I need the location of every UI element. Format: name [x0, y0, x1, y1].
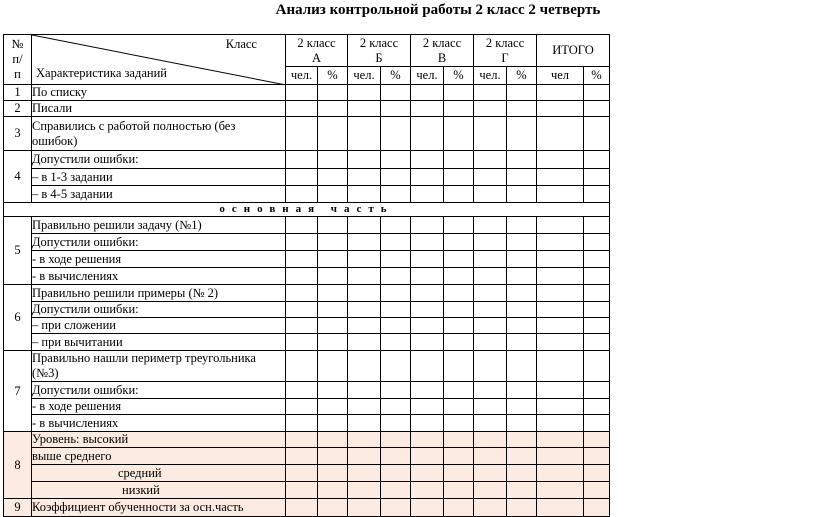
value-cell — [411, 217, 444, 234]
value-cell — [348, 382, 381, 399]
value-cell — [381, 251, 411, 268]
value-cell — [584, 448, 610, 465]
class-line1: ИТОГО — [552, 43, 594, 57]
value-cell — [474, 285, 507, 302]
row-label: Допустили ошибки: — [32, 151, 286, 169]
value-cell — [348, 151, 381, 169]
class-line2: В — [437, 50, 447, 65]
value-cell — [584, 117, 610, 151]
row-label: – при сложении — [32, 318, 286, 334]
value-cell — [537, 217, 584, 234]
value-cell — [381, 318, 411, 334]
value-cell — [444, 268, 474, 285]
row-label: Допустили ошибки: — [32, 382, 286, 399]
value-cell — [411, 85, 444, 101]
header-num-line: № — [11, 37, 24, 51]
value-cell — [411, 334, 444, 351]
header-num-line: п/ — [12, 52, 23, 66]
value-cell — [584, 351, 610, 382]
value-cell — [381, 101, 411, 117]
value-cell — [286, 415, 318, 432]
value-cell — [318, 101, 348, 117]
value-cell — [411, 415, 444, 432]
value-cell — [381, 186, 411, 203]
value-cell — [318, 318, 348, 334]
value-cell — [381, 465, 411, 482]
value-cell — [411, 399, 444, 415]
value-cell — [537, 268, 584, 285]
header-total — [537, 35, 610, 67]
value-cell — [411, 351, 444, 382]
value-cell — [584, 302, 610, 318]
value-cell — [507, 465, 537, 482]
value-cell — [318, 482, 348, 499]
value-cell — [348, 302, 381, 318]
value-cell — [381, 334, 411, 351]
value-cell — [537, 285, 584, 302]
row-number: 7 — [4, 351, 32, 432]
value-cell — [348, 169, 381, 186]
value-cell — [474, 85, 507, 101]
value-cell — [381, 117, 411, 151]
row-number: 3 — [4, 117, 32, 151]
row-number: 1 — [4, 85, 32, 101]
row-label: Писали — [32, 101, 286, 117]
value-cell — [584, 399, 610, 415]
row-label: – при вычитании — [32, 334, 286, 351]
value-cell — [474, 334, 507, 351]
value-cell — [474, 351, 507, 382]
value-cell — [381, 234, 411, 251]
value-cell — [348, 85, 381, 101]
value-cell — [411, 169, 444, 186]
value-cell — [348, 415, 381, 432]
value-cell — [348, 217, 381, 234]
row-number: 6 — [4, 285, 32, 351]
value-cell — [381, 415, 411, 432]
value-cell — [444, 186, 474, 203]
value-cell — [507, 268, 537, 285]
value-cell — [381, 169, 411, 186]
value-cell — [318, 85, 348, 101]
value-cell — [318, 302, 348, 318]
value-cell — [537, 432, 584, 448]
value-cell — [348, 448, 381, 465]
sub-header: % — [381, 67, 411, 85]
row-label: Правильно решили задачу (№1) — [32, 217, 286, 234]
value-cell — [474, 318, 507, 334]
header-num-cell — [4, 35, 32, 85]
header-class-a — [286, 35, 348, 67]
value-cell — [286, 234, 318, 251]
header-characteristics-label: Характеристика заданий — [36, 66, 167, 80]
row-label: Коэффициент обученности за осн.часть — [32, 499, 286, 517]
value-cell — [507, 334, 537, 351]
value-cell — [474, 217, 507, 234]
value-cell — [474, 234, 507, 251]
value-cell — [507, 432, 537, 448]
value-cell — [318, 382, 348, 399]
value-cell — [474, 169, 507, 186]
row-label-line: ошибок) — [32, 133, 78, 148]
value-cell — [286, 217, 318, 234]
value-cell — [584, 415, 610, 432]
value-cell — [318, 334, 348, 351]
value-cell — [318, 351, 348, 382]
value-cell — [444, 415, 474, 432]
value-cell — [381, 432, 411, 448]
value-cell — [444, 465, 474, 482]
row-label: низкий — [32, 482, 286, 499]
value-cell — [286, 101, 318, 117]
value-cell — [444, 382, 474, 399]
class-line2: Б — [375, 50, 383, 65]
value-cell — [537, 101, 584, 117]
row-label-line: Справились с работой полностью (без — [32, 118, 236, 133]
value-cell — [584, 217, 610, 234]
value-cell — [474, 448, 507, 465]
row-number: 9 — [4, 499, 32, 517]
value-cell — [318, 285, 348, 302]
header-class-b — [348, 35, 411, 67]
value-cell — [381, 382, 411, 399]
value-cell — [411, 268, 444, 285]
value-cell — [381, 448, 411, 465]
value-cell — [318, 415, 348, 432]
value-cell — [537, 85, 584, 101]
value-cell — [348, 251, 381, 268]
value-cell — [286, 251, 318, 268]
value-cell — [411, 251, 444, 268]
row-label: - в вычислениях — [32, 415, 286, 432]
value-cell — [411, 101, 444, 117]
value-cell — [537, 448, 584, 465]
value-cell — [444, 334, 474, 351]
row-number: 5 — [4, 217, 32, 285]
sub-header: чел. — [286, 67, 318, 85]
value-cell — [286, 432, 318, 448]
page-title: Анализ контрольной работы 2 класс 2 четверть — [275, 2, 601, 18]
value-cell — [444, 117, 474, 151]
value-cell — [474, 415, 507, 432]
value-cell — [286, 382, 318, 399]
value-cell — [348, 234, 381, 251]
value-cell — [537, 351, 584, 382]
value-cell — [411, 234, 444, 251]
value-cell — [584, 169, 610, 186]
value-cell — [584, 268, 610, 285]
value-cell — [584, 465, 610, 482]
value-cell — [474, 101, 507, 117]
value-cell — [286, 351, 318, 382]
sub-header: % — [318, 67, 348, 85]
row-label: - в ходе решения — [32, 399, 286, 415]
row-label: средний — [32, 465, 286, 482]
value-cell — [318, 217, 348, 234]
value-cell — [286, 186, 318, 203]
value-cell — [411, 186, 444, 203]
value-cell — [584, 482, 610, 499]
value-cell — [286, 117, 318, 151]
row-label: выше среднего — [32, 448, 286, 465]
header-class-g — [474, 35, 537, 67]
value-cell — [474, 268, 507, 285]
value-cell — [381, 217, 411, 234]
value-cell — [537, 415, 584, 432]
value-cell — [318, 151, 348, 169]
value-cell — [474, 302, 507, 318]
value-cell — [507, 186, 537, 203]
value-cell — [348, 334, 381, 351]
value-cell — [584, 318, 610, 334]
value-cell — [411, 117, 444, 151]
value-cell — [537, 302, 584, 318]
value-cell — [584, 285, 610, 302]
value-cell — [318, 234, 348, 251]
row-label: Допустили ошибки: — [32, 234, 286, 251]
value-cell — [474, 482, 507, 499]
value-cell — [348, 399, 381, 415]
value-cell — [444, 399, 474, 415]
class-line2: А — [311, 50, 322, 65]
header-class-label: Класс — [225, 37, 257, 51]
value-cell — [584, 251, 610, 268]
value-cell — [381, 268, 411, 285]
class-line1: 2 класс — [297, 35, 336, 50]
value-cell — [507, 101, 537, 117]
value-cell — [381, 399, 411, 415]
value-cell — [474, 251, 507, 268]
value-cell — [348, 432, 381, 448]
value-cell — [584, 382, 610, 399]
value-cell — [537, 318, 584, 334]
value-cell — [444, 234, 474, 251]
value-cell — [507, 285, 537, 302]
row-label — [32, 351, 286, 382]
analysis-table — [3, 34, 610, 517]
value-cell — [507, 85, 537, 101]
value-cell — [411, 465, 444, 482]
header-diagonal-cell — [32, 35, 286, 85]
value-cell — [507, 117, 537, 151]
value-cell — [348, 285, 381, 302]
value-cell — [411, 302, 444, 318]
value-cell — [286, 465, 318, 482]
value-cell — [507, 382, 537, 399]
class-line2: Г — [501, 50, 509, 65]
sub-header: чел. — [348, 67, 381, 85]
value-cell — [411, 482, 444, 499]
value-cell — [381, 482, 411, 499]
row-number: 2 — [4, 101, 32, 117]
section-separator: основная часть — [4, 203, 610, 217]
sub-header: чел. — [411, 67, 444, 85]
value-cell — [507, 251, 537, 268]
value-cell — [444, 251, 474, 268]
value-cell — [286, 151, 318, 169]
row-label: Уровень: высокий — [32, 432, 286, 448]
value-cell — [318, 399, 348, 415]
sub-header: % — [584, 67, 610, 85]
value-cell — [584, 85, 610, 101]
value-cell — [537, 169, 584, 186]
value-cell — [286, 448, 318, 465]
value-cell — [318, 465, 348, 482]
value-cell — [411, 285, 444, 302]
row-label: Допустили ошибки: — [32, 302, 286, 318]
value-cell — [507, 351, 537, 382]
value-cell — [584, 186, 610, 203]
value-cell — [286, 85, 318, 101]
value-cell — [537, 399, 584, 415]
value-cell — [411, 382, 444, 399]
value-cell — [286, 482, 318, 499]
value-cell — [411, 432, 444, 448]
value-cell — [507, 399, 537, 415]
row-number: 4 — [4, 151, 32, 203]
value-cell — [286, 318, 318, 334]
value-cell — [381, 302, 411, 318]
value-cell — [507, 302, 537, 318]
value-cell — [286, 399, 318, 415]
value-cell — [474, 186, 507, 203]
value-cell — [318, 169, 348, 186]
row-label: - в вычислениях — [32, 268, 286, 285]
value-cell — [348, 351, 381, 382]
value-cell — [507, 448, 537, 465]
value-cell — [444, 432, 474, 448]
value-cell — [537, 382, 584, 399]
value-cell — [348, 318, 381, 334]
value-cell — [444, 351, 474, 382]
sub-header: % — [507, 67, 537, 85]
value-cell — [537, 186, 584, 203]
value-cell — [318, 117, 348, 151]
value-cell — [444, 85, 474, 101]
row-label: Правильно решили примеры (№ 2) — [32, 285, 286, 302]
value-cell — [444, 217, 474, 234]
value-cell — [537, 234, 584, 251]
value-cell — [507, 318, 537, 334]
value-cell — [411, 448, 444, 465]
value-cell — [444, 482, 474, 499]
value-cell — [444, 318, 474, 334]
value-cell — [444, 169, 474, 186]
value-cell — [584, 234, 610, 251]
value-cell — [318, 268, 348, 285]
value-cell — [537, 465, 584, 482]
value-cell — [381, 351, 411, 382]
value-cell — [537, 251, 584, 268]
row-label: По списку — [32, 85, 286, 101]
value-cell — [318, 432, 348, 448]
value-cell — [318, 448, 348, 465]
value-cell — [507, 482, 537, 499]
value-cell — [584, 432, 610, 448]
value-cell — [474, 151, 507, 169]
value-cell — [286, 334, 318, 351]
value-cell — [444, 285, 474, 302]
value-cell — [444, 151, 474, 169]
value-cell — [348, 117, 381, 151]
value-cell — [348, 482, 381, 499]
value-cell — [286, 169, 318, 186]
header-class-v — [411, 35, 474, 67]
value-cell — [348, 465, 381, 482]
row-label: – в 4-5 задании — [32, 186, 286, 203]
value-cell — [474, 117, 507, 151]
value-cell — [474, 399, 507, 415]
row-label-line: Правильно нашли периметр треугольника — [32, 351, 256, 366]
value-cell — [381, 85, 411, 101]
class-line1: 2 класс — [485, 35, 525, 50]
value-cell — [507, 415, 537, 432]
value-cell — [286, 268, 318, 285]
value-cell — [381, 285, 411, 302]
value-cell — [537, 334, 584, 351]
value-cell — [507, 234, 537, 251]
value-cell — [584, 151, 610, 169]
row-number: 8 — [4, 432, 32, 499]
row-label — [32, 117, 286, 151]
row-label: - в ходе решения — [32, 251, 286, 268]
value-cell — [537, 117, 584, 151]
value-cell — [411, 318, 444, 334]
value-cell — [286, 285, 318, 302]
sub-header: % — [444, 67, 474, 85]
value-cell — [507, 169, 537, 186]
row-label-line: (№3) — [32, 366, 59, 381]
value-cell — [537, 482, 584, 499]
value-cell — [474, 382, 507, 399]
value-cell — [507, 151, 537, 169]
value-cell — [348, 268, 381, 285]
row-label: – в 1-3 задании — [32, 169, 286, 186]
value-cell — [348, 186, 381, 203]
sub-header: чел. — [474, 67, 507, 85]
value-cell — [286, 302, 318, 318]
value-cell — [584, 101, 610, 117]
value-cell — [474, 465, 507, 482]
value-cell — [348, 101, 381, 117]
class-line1: 2 класс — [359, 35, 399, 50]
value-cell — [318, 251, 348, 268]
value-cell — [537, 151, 584, 169]
value-cell — [318, 186, 348, 203]
value-cell — [444, 101, 474, 117]
value-cell — [474, 432, 507, 448]
value-cell — [444, 448, 474, 465]
class-line1: 2 класс — [422, 35, 462, 50]
header-num-line: п — [14, 67, 21, 81]
value-cell — [584, 334, 610, 351]
value-cell — [507, 217, 537, 234]
sub-header: чел — [537, 67, 584, 85]
value-cell — [381, 151, 411, 169]
value-cell — [444, 302, 474, 318]
value-cell — [411, 151, 444, 169]
